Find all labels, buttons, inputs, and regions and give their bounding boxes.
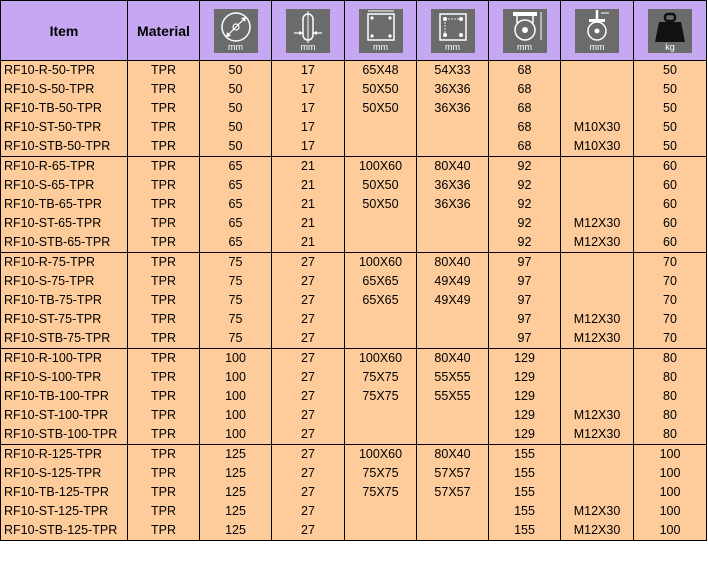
wheel-width-cell: 21 xyxy=(272,195,345,214)
item-cell: RF10-TB-50-TPR xyxy=(1,99,128,118)
bolt-hole-spacing-cell: 55X55 xyxy=(417,368,489,387)
wheel-width-cell: 27 xyxy=(272,464,345,483)
item-cell: RF10-ST-125-TPR xyxy=(1,502,128,521)
mounting-height-cell: 68 xyxy=(489,137,561,157)
wheel-width-cell: 27 xyxy=(272,483,345,502)
wheel-width-cell: 27 xyxy=(272,406,345,425)
thread-stem-cell: M12X30 xyxy=(561,233,634,253)
load-capacity-cell: 100 xyxy=(634,445,707,465)
mounting-height-cell: 155 xyxy=(489,521,561,541)
item-cell: RF10-STB-65-TPR xyxy=(1,233,128,253)
mounting-height-cell: 97 xyxy=(489,291,561,310)
item-cell: RF10-STB-125-TPR xyxy=(1,521,128,541)
bolt-hole-spacing-cell xyxy=(417,137,489,157)
wheel-diameter-cell: 50 xyxy=(200,118,272,137)
mounting-height-cell: 129 xyxy=(489,368,561,387)
wheel-diameter-cell: 125 xyxy=(200,521,272,541)
wheel-width-cell: 17 xyxy=(272,61,345,81)
bolt-hole-spacing-cell xyxy=(417,310,489,329)
wheel-diameter-cell: 50 xyxy=(200,99,272,118)
wheel-diameter-header xyxy=(200,1,272,61)
wheel-width-cell: 21 xyxy=(272,157,345,177)
material-cell: TPR xyxy=(128,483,200,502)
mounting-height-cell: 129 xyxy=(489,406,561,425)
thread-stem-cell xyxy=(561,99,634,118)
item-cell: RF10-TB-75-TPR xyxy=(1,291,128,310)
item-cell: RF10-TB-125-TPR xyxy=(1,483,128,502)
item-cell: RF10-R-100-TPR xyxy=(1,349,128,369)
wheel-width-cell: 27 xyxy=(272,502,345,521)
load-capacity-cell: 100 xyxy=(634,502,707,521)
bolt-hole-spacing-unit: mm xyxy=(445,41,460,52)
wheel-width-unit: mm xyxy=(300,41,316,52)
item-cell: RF10-S-75-TPR xyxy=(1,272,128,291)
item-cell: RF10-S-65-TPR xyxy=(1,176,128,195)
mounting-height-cell: 97 xyxy=(489,310,561,329)
material-cell: TPR xyxy=(128,272,200,291)
thread-stem-cell xyxy=(561,253,634,273)
table-row xyxy=(1,195,707,214)
material-cell: TPR xyxy=(128,233,200,253)
top-plate-size-cell: 50X50 xyxy=(345,176,417,195)
wheel-width-cell: 27 xyxy=(272,329,345,349)
load-capacity-cell: 70 xyxy=(634,272,707,291)
material-cell: TPR xyxy=(128,502,200,521)
thread-stem-cell xyxy=(561,176,634,195)
material-cell: TPR xyxy=(128,61,200,81)
material-header: Material xyxy=(128,1,200,61)
table-row xyxy=(1,464,707,483)
table-row xyxy=(1,387,707,406)
mounting-height-cell: 68 xyxy=(489,99,561,118)
wheel-width-icon xyxy=(286,9,330,53)
thread-stem-cell xyxy=(561,291,634,310)
thread-stem-cell xyxy=(561,464,634,483)
table-row xyxy=(1,99,707,118)
bolt-hole-spacing-cell: 57X57 xyxy=(417,483,489,502)
top-plate-size-cell xyxy=(345,521,417,541)
wheel-diameter-cell: 50 xyxy=(200,137,272,157)
bolt-hole-spacing-header xyxy=(417,1,489,61)
table-row xyxy=(1,349,707,369)
table-row xyxy=(1,368,707,387)
load-capacity-cell: 70 xyxy=(634,291,707,310)
thread-stem-cell xyxy=(561,483,634,502)
wheel-width-cell: 27 xyxy=(272,272,345,291)
bolt-hole-spacing-cell: 36X36 xyxy=(417,195,489,214)
thread-stem-cell xyxy=(561,157,634,177)
item-cell: RF10-S-50-TPR xyxy=(1,80,128,99)
bolt-hole-spacing-cell: 36X36 xyxy=(417,99,489,118)
item-cell: RF10-ST-50-TPR xyxy=(1,118,128,137)
bolt-hole-spacing-cell: 55X55 xyxy=(417,387,489,406)
load-capacity-cell: 60 xyxy=(634,214,707,233)
wheel-diameter-cell: 75 xyxy=(200,253,272,273)
thread-stem-cell: M12X30 xyxy=(561,521,634,541)
top-plate-size-cell: 100X60 xyxy=(345,445,417,465)
thread-stem-cell xyxy=(561,272,634,291)
item-cell: RF10-ST-100-TPR xyxy=(1,406,128,425)
top-plate-size-header xyxy=(345,1,417,61)
wheel-diameter-cell: 50 xyxy=(200,80,272,99)
top-plate-size-cell xyxy=(345,310,417,329)
bolt-hole-spacing-cell: 49X49 xyxy=(417,291,489,310)
thread-stem-cell xyxy=(561,80,634,99)
material-cell: TPR xyxy=(128,176,200,195)
top-plate-size-cell: 65X48 xyxy=(345,61,417,81)
wheel-diameter-cell: 100 xyxy=(200,425,272,445)
mounting-height-cell: 155 xyxy=(489,445,561,465)
wheel-width-cell: 27 xyxy=(272,310,345,329)
table-row xyxy=(1,406,707,425)
item-cell: RF10-S-100-TPR xyxy=(1,368,128,387)
material-cell: TPR xyxy=(128,425,200,445)
load-capacity-cell: 80 xyxy=(634,406,707,425)
wheel-width-cell: 27 xyxy=(272,445,345,465)
table-row xyxy=(1,329,707,349)
item-cell: RF10-R-125-TPR xyxy=(1,445,128,465)
wheel-diameter-cell: 75 xyxy=(200,329,272,349)
thread-stem-cell xyxy=(561,368,634,387)
mounting-height-cell: 92 xyxy=(489,157,561,177)
top-plate-size-cell: 100X60 xyxy=(345,253,417,273)
thread-stem-cell: M12X30 xyxy=(561,310,634,329)
bolt-hole-spacing-cell: 49X49 xyxy=(417,272,489,291)
wheel-width-cell: 17 xyxy=(272,99,345,118)
material-cell: TPR xyxy=(128,99,200,118)
mounting-height-header xyxy=(489,1,561,61)
bolt-hole-spacing-cell xyxy=(417,214,489,233)
wheel-diameter-cell: 100 xyxy=(200,406,272,425)
top-plate-size-unit: mm xyxy=(373,41,388,52)
bolt-hole-spacing-cell xyxy=(417,233,489,253)
wheel-width-cell: 17 xyxy=(272,118,345,137)
thread-stem-cell: M12X30 xyxy=(561,502,634,521)
mounting-height-cell: 68 xyxy=(489,118,561,137)
table-row xyxy=(1,310,707,329)
wheel-width-cell: 27 xyxy=(272,368,345,387)
load-capacity-header xyxy=(634,1,707,61)
item-cell: RF10-R-65-TPR xyxy=(1,157,128,177)
top-plate-size-cell xyxy=(345,137,417,157)
mounting-height-cell: 92 xyxy=(489,233,561,253)
load-capacity-cell: 70 xyxy=(634,329,707,349)
mounting-height-unit: mm xyxy=(517,41,532,52)
load-capacity-cell: 60 xyxy=(634,195,707,214)
wheel-width-cell: 27 xyxy=(272,521,345,541)
item-cell: RF10-STB-50-TPR xyxy=(1,137,128,157)
top-plate-size-cell: 50X50 xyxy=(345,195,417,214)
mounting-height-cell: 68 xyxy=(489,61,561,81)
material-cell: TPR xyxy=(128,214,200,233)
material-cell: TPR xyxy=(128,137,200,157)
wheel-width-cell: 27 xyxy=(272,349,345,369)
bolt-hole-spacing-cell xyxy=(417,425,489,445)
thread-stem-cell: M12X30 xyxy=(561,406,634,425)
load-capacity-cell: 50 xyxy=(634,80,707,99)
wheel-diameter-cell: 125 xyxy=(200,464,272,483)
wheel-diameter-cell: 65 xyxy=(200,233,272,253)
material-cell: TPR xyxy=(128,387,200,406)
mounting-height-cell: 155 xyxy=(489,464,561,483)
wheel-diameter-cell: 65 xyxy=(200,195,272,214)
load-capacity-cell: 100 xyxy=(634,483,707,502)
thread-stem-cell xyxy=(561,195,634,214)
load-capacity-cell: 50 xyxy=(634,99,707,118)
thread-stem-cell: M10X30 xyxy=(561,137,634,157)
table-row xyxy=(1,445,707,465)
wheel-width-cell: 17 xyxy=(272,137,345,157)
bolt-hole-spacing-cell xyxy=(417,406,489,425)
wheel-diameter-cell: 75 xyxy=(200,291,272,310)
thread-stem-cell: M10X30 xyxy=(561,118,634,137)
mounting-height-cell: 92 xyxy=(489,214,561,233)
mounting-height-cell: 97 xyxy=(489,329,561,349)
material-cell: TPR xyxy=(128,445,200,465)
load-capacity-cell: 60 xyxy=(634,233,707,253)
load-capacity-unit: kg xyxy=(665,41,675,52)
mounting-height-cell: 129 xyxy=(489,387,561,406)
bolt-hole-spacing-cell: 80X40 xyxy=(417,253,489,273)
top-plate-size-cell xyxy=(345,502,417,521)
table-row xyxy=(1,291,707,310)
wheel-diameter-cell: 125 xyxy=(200,445,272,465)
load-capacity-cell: 80 xyxy=(634,425,707,445)
load-capacity-cell: 100 xyxy=(634,464,707,483)
wheel-diameter-cell: 65 xyxy=(200,214,272,233)
wheel-diameter-unit: mm xyxy=(228,41,243,52)
wheel-diameter-cell: 75 xyxy=(200,272,272,291)
bolt-hole-spacing-cell xyxy=(417,329,489,349)
item-cell: RF10-TB-100-TPR xyxy=(1,387,128,406)
wheel-diameter-cell: 100 xyxy=(200,368,272,387)
load-capacity-cell: 70 xyxy=(634,310,707,329)
item-cell: RF10-STB-75-TPR xyxy=(1,329,128,349)
load-capacity-cell: 50 xyxy=(634,137,707,157)
table-row xyxy=(1,137,707,157)
top-plate-size-cell: 100X60 xyxy=(345,157,417,177)
mounting-height-cell: 129 xyxy=(489,349,561,369)
bolt-hole-spacing-icon xyxy=(431,9,475,53)
material-cell: TPR xyxy=(128,157,200,177)
top-plate-size-cell: 50X50 xyxy=(345,99,417,118)
table-row xyxy=(1,253,707,273)
table-row xyxy=(1,233,707,253)
top-plate-size-cell xyxy=(345,406,417,425)
item-cell: RF10-R-50-TPR xyxy=(1,61,128,81)
bolt-hole-spacing-cell: 80X40 xyxy=(417,445,489,465)
load-capacity-icon xyxy=(648,9,692,53)
bolt-hole-spacing-cell: 80X40 xyxy=(417,157,489,177)
wheel-width-cell: 27 xyxy=(272,291,345,310)
item-cell: RF10-S-125-TPR xyxy=(1,464,128,483)
table-row xyxy=(1,425,707,445)
bolt-hole-spacing-cell: 54X33 xyxy=(417,61,489,81)
load-capacity-cell: 50 xyxy=(634,61,707,81)
item-cell: RF10-ST-75-TPR xyxy=(1,310,128,329)
load-capacity-cell: 60 xyxy=(634,157,707,177)
top-plate-size-icon xyxy=(359,9,403,53)
mounting-height-cell: 68 xyxy=(489,80,561,99)
material-cell: TPR xyxy=(128,368,200,387)
table-row xyxy=(1,502,707,521)
wheel-width-cell: 21 xyxy=(272,233,345,253)
table-row xyxy=(1,118,707,137)
wheel-width-header xyxy=(272,1,345,61)
top-plate-size-cell xyxy=(345,118,417,137)
wheel-width-cell: 17 xyxy=(272,80,345,99)
thread-stem-cell: M12X30 xyxy=(561,214,634,233)
wheel-width-cell: 27 xyxy=(272,387,345,406)
material-cell: TPR xyxy=(128,329,200,349)
wheel-diameter-cell: 75 xyxy=(200,310,272,329)
mounting-height-cell: 97 xyxy=(489,272,561,291)
load-capacity-cell: 80 xyxy=(634,387,707,406)
header-row xyxy=(1,1,707,61)
load-capacity-cell: 100 xyxy=(634,521,707,541)
bolt-hole-spacing-cell xyxy=(417,502,489,521)
item-header: Item xyxy=(1,1,128,61)
bolt-hole-spacing-cell: 80X40 xyxy=(417,349,489,369)
load-capacity-cell: 80 xyxy=(634,349,707,369)
material-cell: TPR xyxy=(128,406,200,425)
top-plate-size-cell xyxy=(345,329,417,349)
load-capacity-cell: 60 xyxy=(634,176,707,195)
wheel-diameter-cell: 100 xyxy=(200,387,272,406)
wheel-width-cell: 21 xyxy=(272,214,345,233)
bolt-hole-spacing-cell xyxy=(417,521,489,541)
mounting-height-icon xyxy=(503,9,547,53)
thread-stem-icon xyxy=(575,9,619,53)
top-plate-size-cell: 75X75 xyxy=(345,464,417,483)
thread-stem-cell: M12X30 xyxy=(561,329,634,349)
wheel-diameter-icon xyxy=(214,9,258,53)
thread-stem-cell xyxy=(561,61,634,81)
top-plate-size-cell xyxy=(345,425,417,445)
wheel-diameter-cell: 125 xyxy=(200,483,272,502)
wheel-diameter-cell: 65 xyxy=(200,157,272,177)
thread-stem-cell xyxy=(561,387,634,406)
thread-stem-cell xyxy=(561,445,634,465)
material-cell: TPR xyxy=(128,118,200,137)
table-row xyxy=(1,483,707,502)
table-row xyxy=(1,176,707,195)
wheel-width-cell: 27 xyxy=(272,425,345,445)
table-row xyxy=(1,214,707,233)
load-capacity-cell: 70 xyxy=(634,253,707,273)
top-plate-size-cell xyxy=(345,214,417,233)
top-plate-size-cell: 100X60 xyxy=(345,349,417,369)
mounting-height-cell: 129 xyxy=(489,425,561,445)
item-cell: RF10-STB-100-TPR xyxy=(1,425,128,445)
top-plate-size-cell: 75X75 xyxy=(345,483,417,502)
material-cell: TPR xyxy=(128,349,200,369)
thread-stem-unit: mm xyxy=(589,41,605,52)
material-cell: TPR xyxy=(128,80,200,99)
bolt-hole-spacing-cell: 36X36 xyxy=(417,80,489,99)
wheel-width-cell: 21 xyxy=(272,176,345,195)
thread-stem-header xyxy=(561,1,634,61)
material-cell: TPR xyxy=(128,464,200,483)
material-cell: TPR xyxy=(128,310,200,329)
wheel-diameter-cell: 65 xyxy=(200,176,272,195)
material-cell: TPR xyxy=(128,291,200,310)
mounting-height-cell: 97 xyxy=(489,253,561,273)
top-plate-size-cell: 50X50 xyxy=(345,80,417,99)
wheel-diameter-cell: 100 xyxy=(200,349,272,369)
load-capacity-cell: 50 xyxy=(634,118,707,137)
spec-table-body xyxy=(1,61,707,541)
top-plate-size-cell: 75X75 xyxy=(345,387,417,406)
table-row xyxy=(1,521,707,541)
wheel-diameter-cell: 125 xyxy=(200,502,272,521)
table-row xyxy=(1,272,707,291)
top-plate-size-cell: 75X75 xyxy=(345,368,417,387)
thread-stem-cell: M12X30 xyxy=(561,425,634,445)
material-cell: TPR xyxy=(128,253,200,273)
mounting-height-cell: 155 xyxy=(489,483,561,502)
bolt-hole-spacing-cell xyxy=(417,118,489,137)
material-cell: TPR xyxy=(128,521,200,541)
bolt-hole-spacing-cell: 36X36 xyxy=(417,176,489,195)
table-row xyxy=(1,61,707,81)
table-row xyxy=(1,80,707,99)
item-cell: RF10-ST-65-TPR xyxy=(1,214,128,233)
wheel-width-cell: 27 xyxy=(272,253,345,273)
mounting-height-cell: 155 xyxy=(489,502,561,521)
top-plate-size-cell: 65X65 xyxy=(345,272,417,291)
mounting-height-cell: 92 xyxy=(489,176,561,195)
load-capacity-cell: 80 xyxy=(634,368,707,387)
mounting-height-cell: 92 xyxy=(489,195,561,214)
item-cell: RF10-R-75-TPR xyxy=(1,253,128,273)
wheel-diameter-cell: 50 xyxy=(200,61,272,81)
item-cell: RF10-TB-65-TPR xyxy=(1,195,128,214)
material-cell: TPR xyxy=(128,195,200,214)
top-plate-size-cell: 65X65 xyxy=(345,291,417,310)
table-row xyxy=(1,157,707,177)
thread-stem-cell xyxy=(561,349,634,369)
top-plate-size-cell xyxy=(345,233,417,253)
bolt-hole-spacing-cell: 57X57 xyxy=(417,464,489,483)
